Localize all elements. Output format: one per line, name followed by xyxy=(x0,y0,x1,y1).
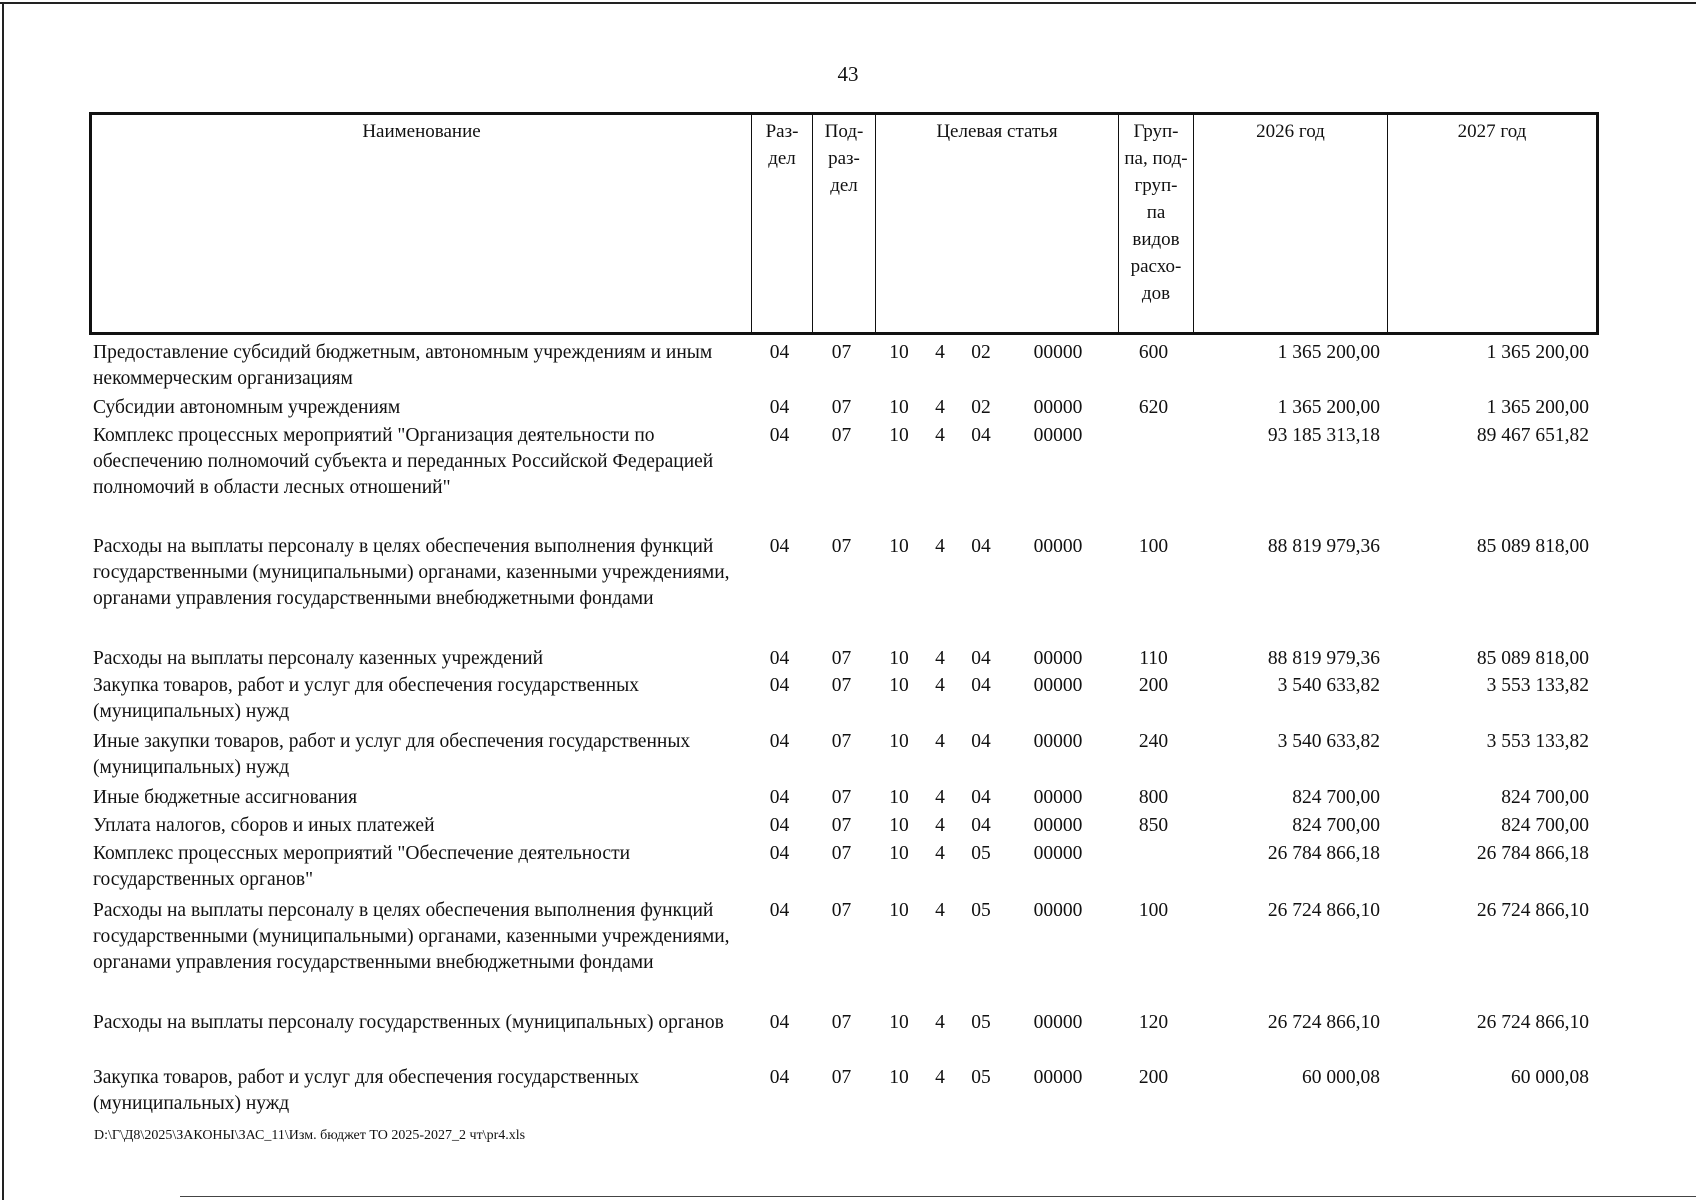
row-target-type: 4 xyxy=(935,815,945,836)
row-target-direction: 00000 xyxy=(1033,342,1083,363)
row-amount-2027: 3 553 133,82 xyxy=(1486,731,1589,752)
row-expense-group: 200 xyxy=(1138,1067,1169,1088)
row-section: 04 xyxy=(769,1012,790,1033)
row-target-direction: 00000 xyxy=(1033,900,1083,921)
row-expense-group: 800 xyxy=(1138,787,1169,808)
row-subsection: 07 xyxy=(831,731,852,752)
row-name: Иные закупки товаров, работ и услуг для обеспечения государственных (муниципальных) нужд xyxy=(93,731,691,778)
row-amount-2026: 824 700,00 xyxy=(1292,787,1380,808)
row-amount-2026: 3 540 633,82 xyxy=(1277,731,1380,752)
row-expense-group: 850 xyxy=(1138,815,1169,836)
row-amount-2026: 26 724 866,10 xyxy=(1267,900,1380,921)
row-section: 04 xyxy=(769,900,790,921)
header-section xyxy=(752,115,813,332)
row-section: 04 xyxy=(769,815,790,836)
row-target-complex: 05 xyxy=(971,1012,991,1033)
row-section: 04 xyxy=(769,397,790,418)
row-expense-group: 200 xyxy=(1138,675,1169,696)
row-target-program: 10 xyxy=(889,1067,909,1088)
row-subsection: 07 xyxy=(831,648,852,669)
row-target-program: 10 xyxy=(889,900,909,921)
row-target-program: 10 xyxy=(889,815,909,836)
row-subsection: 07 xyxy=(831,1067,852,1088)
row-target-type: 4 xyxy=(935,648,945,669)
row-subsection: 07 xyxy=(831,900,852,921)
header-section-label: Раз- дел xyxy=(765,121,799,169)
row-name: Расходы на выплаты персоналу государственных (муниципальных) органов xyxy=(93,1012,724,1033)
header-expense-group xyxy=(1119,115,1194,332)
row-target-type: 4 xyxy=(935,397,945,418)
row-section: 04 xyxy=(769,787,790,808)
row-target-complex: 02 xyxy=(971,397,991,418)
row-amount-2027: 60 000,08 xyxy=(1511,1067,1589,1088)
row-target-direction: 00000 xyxy=(1033,536,1083,557)
row-name: Субсидии автономным учреждениям xyxy=(93,397,401,418)
header-year-2026 xyxy=(1194,115,1388,332)
row-amount-2027: 26 724 866,10 xyxy=(1476,1012,1589,1033)
row-section: 04 xyxy=(769,675,790,696)
scan-border-bottom xyxy=(180,1196,1696,1197)
footer-file-path: D:\Г\Д8\2025\ЗАКОНЫ\ЗАС_11\Изм. бюджет ТО 2025-2027_2 чт\pr4.xls xyxy=(94,1128,526,1143)
row-amount-2026: 26 784 866,18 xyxy=(1267,843,1380,864)
scan-border-top xyxy=(0,2,1696,4)
row-expense-group: 100 xyxy=(1138,900,1169,921)
row-target-type: 4 xyxy=(935,900,945,921)
header-subsection-label: Под- раз- дел xyxy=(824,121,864,196)
row-target-program: 10 xyxy=(889,731,909,752)
row-name: Расходы на выплаты персоналу в целях обеспечения выполнения функций государственными (муниципальными) органами, казенными учреждениями, органами управления государственными внебюджетными фондами xyxy=(93,536,730,609)
row-section: 04 xyxy=(769,648,790,669)
row-section: 04 xyxy=(769,731,790,752)
row-name: Расходы на выплаты персоналу в целях обеспечения выполнения функций государственными (муниципальными) органами, казенными учреждениями, органами управления государственными внебюджетными фондами xyxy=(93,900,730,973)
row-name: Расходы на выплаты персоналу казенных учреждений xyxy=(93,648,544,669)
row-subsection: 07 xyxy=(831,843,852,864)
row-target-program: 10 xyxy=(889,397,909,418)
row-amount-2026: 3 540 633,82 xyxy=(1277,675,1380,696)
header-name xyxy=(92,115,752,332)
row-amount-2026: 824 700,00 xyxy=(1292,815,1380,836)
row-target-type: 4 xyxy=(935,843,945,864)
header-subsection xyxy=(813,115,876,332)
row-target-complex: 04 xyxy=(971,731,991,752)
row-target-direction: 00000 xyxy=(1033,815,1083,836)
row-target-type: 4 xyxy=(935,1012,945,1033)
row-target-type: 4 xyxy=(935,731,945,752)
row-target-direction: 00000 xyxy=(1033,1067,1083,1088)
header-year2-label: 2027 год xyxy=(1457,121,1527,142)
row-target-direction: 00000 xyxy=(1033,397,1083,418)
row-amount-2027: 824 700,00 xyxy=(1501,815,1589,836)
row-name: Предоставление субсидий бюджетным, автономным учреждениям и иным некоммерческим организациям xyxy=(93,342,713,389)
row-target-program: 10 xyxy=(889,425,909,446)
table-header xyxy=(89,112,1599,335)
row-target-program: 10 xyxy=(889,843,909,864)
row-subsection: 07 xyxy=(831,675,852,696)
row-amount-2026: 88 819 979,36 xyxy=(1267,648,1380,669)
row-expense-group: 620 xyxy=(1138,397,1169,418)
row-target-complex: 05 xyxy=(971,900,991,921)
row-amount-2026: 1 365 200,00 xyxy=(1277,342,1380,363)
row-target-program: 10 xyxy=(889,1012,909,1033)
row-target-complex: 04 xyxy=(971,648,991,669)
row-amount-2027: 85 089 818,00 xyxy=(1476,536,1589,557)
row-amount-2027: 26 784 866,18 xyxy=(1476,843,1589,864)
row-target-type: 4 xyxy=(935,1067,945,1088)
row-amount-2027: 26 724 866,10 xyxy=(1476,900,1589,921)
row-section: 04 xyxy=(769,843,790,864)
header-name-label: Наименование xyxy=(362,121,481,142)
row-target-direction: 00000 xyxy=(1033,843,1083,864)
row-target-direction: 00000 xyxy=(1033,648,1083,669)
row-name: Комплекс процессных мероприятий "Организация деятельности по обеспечению полномочий субъекта и переданных Российской Федерацией полномочий в области лесных отношений" xyxy=(93,425,714,498)
row-amount-2026: 93 185 313,18 xyxy=(1267,425,1380,446)
row-subsection: 07 xyxy=(831,397,852,418)
row-expense-group: 600 xyxy=(1138,342,1169,363)
row-section: 04 xyxy=(769,425,790,446)
row-name: Закупка товаров, работ и услуг для обеспечения государственных (муниципальных) нужд xyxy=(93,675,640,722)
row-amount-2027: 85 089 818,00 xyxy=(1476,648,1589,669)
header-target-label: Целевая статья xyxy=(936,121,1058,142)
row-amount-2027: 824 700,00 xyxy=(1501,787,1589,808)
row-target-program: 10 xyxy=(889,648,909,669)
row-target-direction: 00000 xyxy=(1033,425,1083,446)
row-section: 04 xyxy=(769,1067,790,1088)
row-target-type: 4 xyxy=(935,536,945,557)
row-section: 04 xyxy=(769,536,790,557)
row-amount-2027: 89 467 651,82 xyxy=(1476,425,1589,446)
row-amount-2027: 1 365 200,00 xyxy=(1486,397,1589,418)
row-expense-group: 240 xyxy=(1138,731,1169,752)
row-target-type: 4 xyxy=(935,675,945,696)
row-name: Иные бюджетные ассигнования xyxy=(93,787,358,808)
page-number: 43 xyxy=(837,62,859,86)
row-target-program: 10 xyxy=(889,787,909,808)
row-section: 04 xyxy=(769,342,790,363)
header-year-2027 xyxy=(1388,115,1596,332)
row-name: Уплата налогов, сборов и иных платежей xyxy=(93,815,435,836)
row-subsection: 07 xyxy=(831,425,852,446)
row-target-type: 4 xyxy=(935,425,945,446)
row-amount-2026: 60 000,08 xyxy=(1302,1067,1380,1088)
scan-border-left xyxy=(2,2,4,1200)
row-amount-2026: 26 724 866,10 xyxy=(1267,1012,1380,1033)
row-target-complex: 04 xyxy=(971,815,991,836)
header-year1-label: 2026 год xyxy=(1256,121,1325,142)
row-target-direction: 00000 xyxy=(1033,1012,1083,1033)
row-expense-group: 110 xyxy=(1139,648,1168,669)
row-target-complex: 05 xyxy=(971,843,991,864)
row-target-complex: 02 xyxy=(971,342,991,363)
row-target-type: 4 xyxy=(935,342,945,363)
row-target-complex: 05 xyxy=(971,1067,991,1088)
row-target-direction: 00000 xyxy=(1033,675,1083,696)
row-target-type: 4 xyxy=(935,787,945,808)
row-target-direction: 00000 xyxy=(1033,731,1083,752)
row-target-program: 10 xyxy=(889,675,909,696)
row-subsection: 07 xyxy=(831,536,852,557)
header-target-article xyxy=(876,115,1119,332)
row-target-complex: 04 xyxy=(971,675,991,696)
row-name: Закупка товаров, работ и услуг для обеспечения государственных (муниципальных) нужд xyxy=(93,1067,640,1114)
row-subsection: 07 xyxy=(831,342,852,363)
row-name: Комплекс процессных мероприятий "Обеспечение деятельности государственных органов" xyxy=(93,843,631,890)
row-amount-2026: 1 365 200,00 xyxy=(1277,397,1380,418)
row-expense-group: 100 xyxy=(1138,536,1169,557)
row-subsection: 07 xyxy=(831,1012,852,1033)
row-target-direction: 00000 xyxy=(1033,787,1083,808)
row-target-program: 10 xyxy=(889,342,909,363)
row-subsection: 07 xyxy=(831,815,852,836)
row-amount-2027: 1 365 200,00 xyxy=(1486,342,1589,363)
row-subsection: 07 xyxy=(831,787,852,808)
row-target-complex: 04 xyxy=(971,536,991,557)
row-target-program: 10 xyxy=(889,536,909,557)
row-expense-group: 120 xyxy=(1138,1012,1169,1033)
header-group-label: Груп- па, под- груп- па видов расхо- дов xyxy=(1124,121,1188,304)
row-amount-2026: 88 819 979,36 xyxy=(1267,536,1380,557)
row-target-complex: 04 xyxy=(971,787,991,808)
row-target-complex: 04 xyxy=(971,425,991,446)
row-amount-2027: 3 553 133,82 xyxy=(1486,675,1589,696)
